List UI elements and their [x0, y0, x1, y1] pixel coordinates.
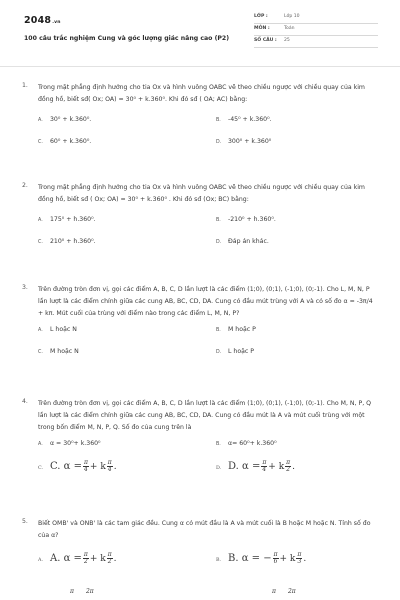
option-letter: A.	[38, 558, 43, 563]
option-formula-tail: .	[113, 554, 117, 564]
option-text: 300⁰ + k.360⁰	[228, 138, 272, 145]
fraction	[285, 460, 291, 473]
question-text: Trong mặt phẳng định hướng cho tia Ox và hình vuông OABC vẽ theo chiều ngược với chiều quay của kim đồng hồ, biết sđ( Ox; OA) = 30⁰ + k.360⁰. Khi đó sđ ( OA; AC) bằng:	[38, 84, 365, 103]
option-letter: B.	[216, 118, 221, 123]
option-a[interactable]	[38, 440, 101, 449]
option-b[interactable]	[216, 552, 306, 567]
question-number: 2.	[22, 182, 28, 189]
question-3	[22, 284, 378, 364]
question-number: 3.	[22, 284, 28, 291]
fraction-denominator: 2	[286, 466, 291, 473]
fraction-denominator: 3	[297, 558, 302, 565]
option-c[interactable]	[38, 348, 79, 357]
meta-value: Lớp 10	[284, 14, 300, 20]
option-formula-mid: + k	[268, 462, 285, 472]
fraction	[83, 460, 89, 473]
meta-row-class	[254, 12, 378, 24]
option-letter: C.	[38, 240, 43, 245]
option-c[interactable]	[38, 460, 117, 475]
option-letter: B.	[216, 442, 221, 447]
option-letter: D.	[216, 466, 222, 471]
document-meta	[254, 12, 378, 48]
question-2	[22, 182, 378, 252]
fraction-numerator: π	[262, 459, 267, 466]
option-letter: D.	[216, 240, 222, 245]
option-letter: D.	[216, 350, 222, 355]
fraction-numerator: π	[107, 459, 112, 466]
meta-value: Toán	[284, 26, 295, 32]
fraction	[271, 589, 277, 595]
fraction-numerator: π	[286, 459, 291, 466]
fraction-numerator: π	[83, 459, 88, 466]
option-letter: B.	[216, 558, 222, 563]
fraction-denominator: 4	[262, 466, 267, 473]
fraction	[85, 589, 95, 595]
document-title: 100 câu trắc nghiệm Cung và góc lượng giác nâng cao (P2)	[24, 35, 230, 42]
option-formula-tail: .	[303, 554, 307, 564]
option-formula-mid: + k	[89, 554, 106, 564]
option-letter: A.	[38, 218, 43, 223]
option-text: Đáp án khác.	[228, 238, 269, 245]
fraction-numerator: π	[273, 551, 278, 558]
question-text: Trong mặt phẳng định hướng cho tia Ox và hình vuông OABC vẽ theo chiều ngược với chiều quay của kim đồng hồ, biết sđ ( Ox; OA) = 30⁰ + k.360⁰ . Khi đó sđ (Ox; BC) bằng:	[38, 184, 365, 203]
fraction-numerator: π	[70, 587, 74, 595]
question-options	[38, 320, 378, 364]
option-text: L hoặc N	[50, 326, 77, 333]
meta-row-count	[254, 36, 378, 48]
option-d[interactable]	[216, 460, 295, 475]
option-d[interactable]	[216, 348, 254, 357]
fraction-numerator: π	[107, 551, 112, 558]
option-text: α= 60⁰+ k.360⁰	[228, 440, 277, 447]
option-letter: C.	[38, 350, 43, 355]
option-formula-mid: + k	[89, 462, 106, 472]
question-options	[38, 542, 378, 598]
option-letter: A.	[38, 328, 43, 333]
question-1	[22, 82, 378, 152]
meta-value: 25	[284, 38, 290, 44]
meta-label: LỚP :	[254, 14, 268, 20]
fraction-denominator: 2	[83, 558, 88, 565]
fraction	[287, 589, 297, 595]
question-number: 1.	[22, 82, 28, 89]
option-text: α = 30⁰+ k.360⁰	[50, 440, 101, 447]
fraction	[296, 552, 302, 565]
option-letter: A.	[38, 442, 43, 447]
option-b[interactable]	[216, 440, 277, 449]
fraction	[83, 552, 89, 565]
option-formula-prefix: B. α = −	[228, 553, 272, 564]
option-d[interactable]	[270, 586, 298, 599]
option-text: M hoặc P	[228, 326, 256, 333]
option-text: 175⁰ + h.360⁰.	[50, 216, 96, 223]
meta-label: SỐ CÂU :	[254, 38, 277, 44]
option-text: M hoặc N	[50, 348, 79, 355]
option-letter: D.	[216, 140, 222, 145]
question-options	[38, 106, 378, 152]
fraction-denominator: 6	[273, 558, 278, 565]
header-divider	[0, 66, 400, 67]
option-formula-mid: + k	[279, 554, 296, 564]
question-text: Trên đường tròn đơn vị, gọi các điểm A, B, C, D lần lượt là các điểm (1;0), (0;1), (-1;0), (0;-1). Cho M, N, P, Q lần lượt là các điểm chính giữa các cung AB, BC, CD, DA. Cung có đầu mút là A và mút cuối trùng với một trong bốn điểm M, N, P, Q. Số đo của cung trên là	[38, 400, 371, 431]
site-logo[interactable]	[24, 14, 61, 28]
question-text: Biết OMB' và ONB' là các tam giác đều. Cung α có mút đầu là A và mút cuối là B hoặc M hoặc N. Tính số đo của α?	[38, 520, 371, 539]
question-number: 5.	[22, 518, 28, 525]
option-c[interactable]	[38, 238, 96, 247]
fraction	[69, 589, 75, 595]
option-a[interactable]	[38, 216, 96, 225]
fraction-numerator: 2π	[85, 587, 94, 595]
fraction	[107, 552, 113, 565]
option-c[interactable]	[38, 138, 91, 147]
fraction-numerator: 2π	[287, 587, 296, 595]
option-letter: C.	[38, 140, 43, 145]
fraction-denominator: 2	[107, 558, 112, 565]
fraction-numerator: π	[83, 551, 88, 558]
brand-suffix: .vn	[52, 20, 61, 25]
meta-label: MÔN :	[254, 26, 270, 32]
option-formula-prefix: C. α =	[50, 461, 82, 472]
option-text: L hoặc P	[228, 348, 255, 355]
option-a[interactable]	[38, 326, 77, 335]
fraction	[273, 552, 279, 565]
option-c[interactable]	[68, 586, 96, 599]
option-b[interactable]	[216, 326, 256, 335]
option-formula-prefix: D. α =	[228, 461, 261, 472]
option-formula-tail: .	[292, 462, 295, 472]
question-5	[22, 518, 378, 598]
question-4	[22, 398, 378, 486]
option-text: 30⁰ + k.360⁰.	[50, 116, 92, 123]
option-letter: B.	[216, 218, 221, 223]
fraction-denominator: 4	[107, 466, 112, 473]
option-a[interactable]	[38, 552, 117, 567]
fraction	[107, 460, 113, 473]
question-text: Trên đường tròn đơn vị, gọi các điểm A, B, C, D lần lượt là các điểm (1;0), (0;1), (-1;0), (0;-1). Cho L, M, N, P lần lượt là các điểm chính giữa các cung AB, BC, CD, DA. Cung có đầu mút trùng với A và có số đo α = -3π/4 + kπ. Mút cuối của trùng với điểm nào trong các điểm L, M, N, P?	[38, 286, 373, 317]
option-text: -45⁰ + k.360⁰.	[228, 116, 272, 123]
option-letter: B.	[216, 328, 221, 333]
option-d[interactable]	[216, 238, 269, 247]
page-header	[0, 0, 400, 62]
option-letter: C.	[38, 466, 44, 471]
option-text: 210⁰ + h.360⁰.	[50, 238, 96, 245]
option-text: 60⁰ + k.360⁰.	[50, 138, 92, 145]
option-d[interactable]	[216, 138, 271, 147]
option-b[interactable]	[216, 216, 276, 225]
question-number: 4.	[22, 398, 28, 405]
option-text: -210⁰ + h.360⁰.	[228, 216, 276, 223]
option-b[interactable]	[216, 116, 272, 125]
question-options	[38, 434, 378, 486]
fraction-denominator: 4	[84, 466, 88, 473]
option-letter: A.	[38, 118, 43, 123]
brand-name: 2048	[24, 15, 52, 26]
question-options	[38, 206, 378, 252]
fraction	[261, 460, 267, 473]
meta-row-subject	[254, 24, 378, 36]
option-formula-tail: .	[113, 462, 117, 472]
option-a[interactable]	[38, 116, 91, 125]
fraction-numerator: π	[272, 587, 276, 595]
option-formula-prefix: A. α =	[50, 553, 82, 564]
fraction-numerator: π	[297, 551, 302, 558]
